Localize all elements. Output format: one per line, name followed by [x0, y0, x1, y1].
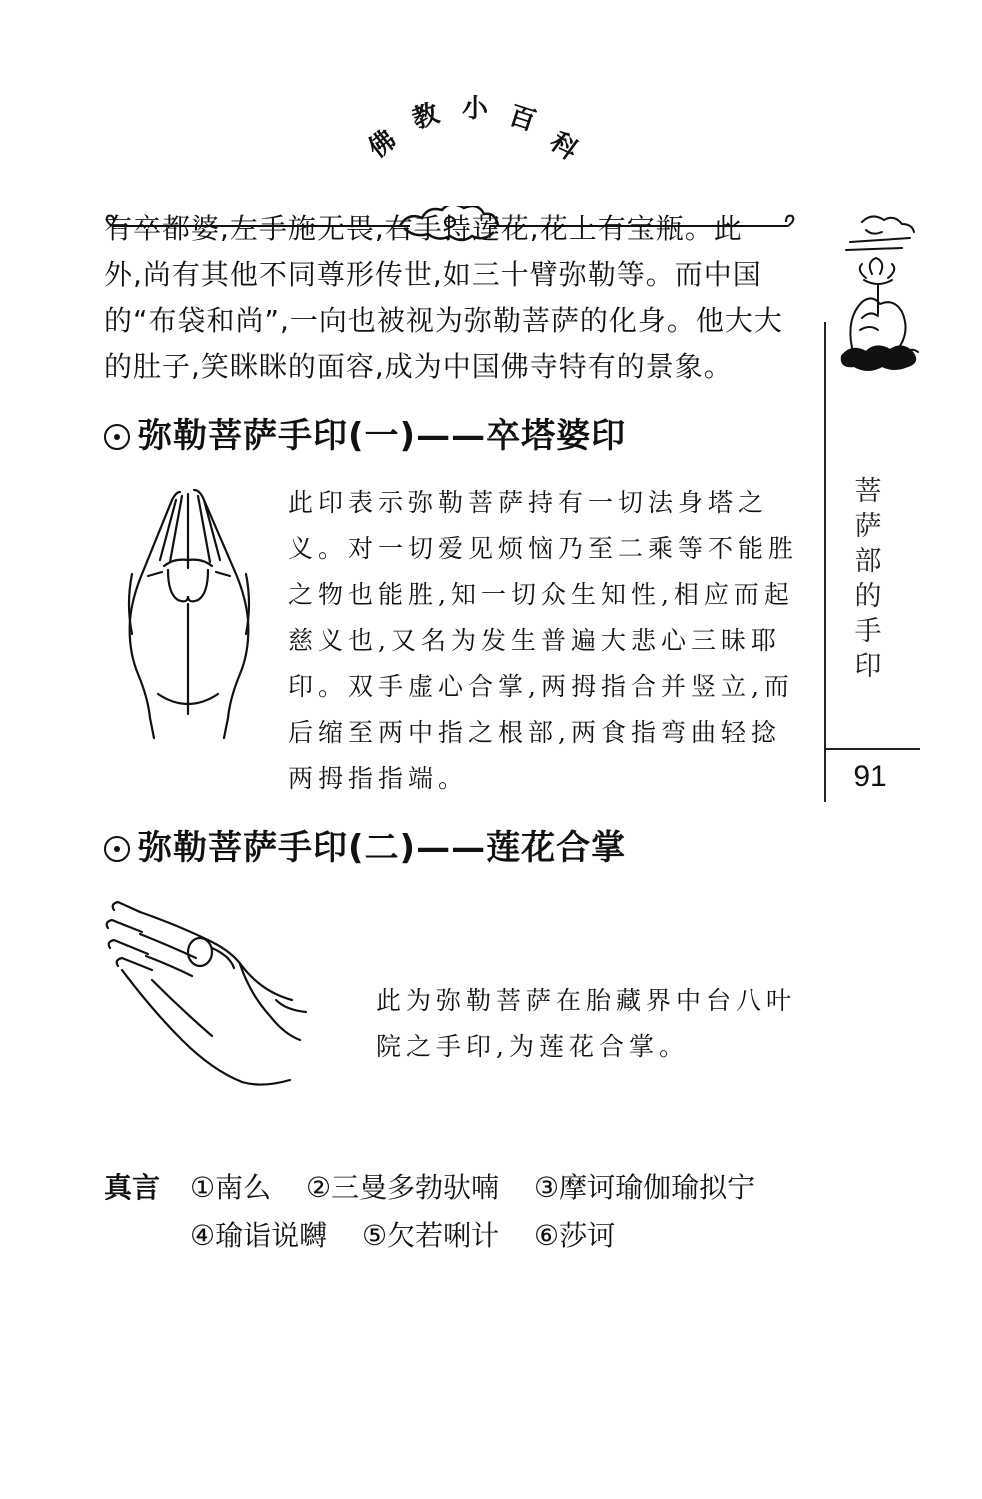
intro-line: 外,尚有其他不同尊形传世,如三十臂弥勒等。而中国: [104, 258, 762, 291]
intro-paragraph: [104, 206, 804, 390]
section1-title: 弥勒菩萨手印(一)——卒塔婆印: [138, 416, 627, 456]
stupa-mudra-hands-illustration: [118, 484, 268, 744]
section1-line: 印。双手虚心合掌,两拇指合并竖立,而: [288, 672, 794, 701]
chapter-label: [848, 474, 888, 684]
header-title-char: 百: [505, 100, 540, 138]
mantra-row: [190, 1164, 781, 1212]
section1-line: 两拇指指端。: [288, 764, 469, 793]
mantra-phrase: ⑥莎诃: [534, 1219, 616, 1252]
page-header: [100, 70, 800, 200]
section1-line: 义。对一切爱见烦恼乃至二乘等不能胜: [288, 534, 799, 563]
chapter-label-char: 印: [854, 651, 882, 682]
mantra-row: [190, 1212, 641, 1260]
bullet-circle-icon: [104, 424, 130, 450]
bodhisattva-hand-lotus-icon: [832, 208, 922, 378]
section1-description: [288, 480, 808, 802]
section2-line: 院之手印,为莲花合掌。: [376, 1032, 689, 1061]
margin-horizontal-rule: [824, 748, 920, 750]
bullet-circle-icon: [104, 836, 130, 862]
intro-line: 的肚子,笑眯眯的面容,成为中国佛寺特有的景象。: [104, 350, 733, 383]
section1-line: 此印表示弥勒菩萨持有一切法身塔之: [288, 488, 769, 517]
page-number: 91: [853, 760, 887, 793]
chapter-label-char: 手: [854, 616, 882, 647]
chapter-label-char: 部: [854, 546, 882, 577]
mantra-phrase: ④瑜诣说嚩: [190, 1219, 328, 1252]
header-title-char: 佛: [363, 124, 403, 165]
margin-vertical-rule: [824, 322, 826, 802]
section1-line: 慈义也,又名为发生普遍大悲心三昧耶: [288, 626, 781, 655]
chapter-label-char: 菩: [854, 476, 882, 507]
header-title-char: 科: [544, 126, 583, 167]
section2-description: [376, 978, 816, 1070]
mantra-phrase: ③摩诃瑜伽瑜拟宁: [534, 1171, 756, 1204]
lotus-mudra-hands-illustration: [100, 894, 310, 1104]
mantra-phrase: ②三曼多勃驮喃: [306, 1171, 500, 1204]
section1-line: 之物也能胜,知一切众生知性,相应而起: [288, 580, 794, 609]
mantra-label: 真言: [104, 1171, 161, 1204]
section1-line: 后缩至两中指之根部,两食指弯曲轻捻: [288, 718, 781, 747]
mantra-phrase: ⑤欠若唎计: [362, 1219, 500, 1252]
section2-line: 此为弥勒菩萨在胎藏界中台八叶: [376, 986, 797, 1015]
intro-line: 有卒都婆,左手施无畏,右手持莲花,花上有宝瓶。此: [104, 212, 743, 245]
intro-line: 的“布袋和尚”,一向也被视为弥勒菩萨的化身。他大大: [104, 304, 783, 337]
section2-title: 弥勒菩萨手印(二)——莲花合掌: [138, 828, 627, 868]
section2-heading: [104, 820, 626, 869]
header-title-char: 教: [408, 98, 443, 136]
header-title-char: 小: [462, 94, 489, 124]
mantra-phrase: ①南么: [190, 1171, 272, 1204]
chapter-label-char: 萨: [854, 511, 882, 542]
section1-heading: [104, 408, 626, 457]
chapter-label-char: 的: [854, 581, 882, 612]
